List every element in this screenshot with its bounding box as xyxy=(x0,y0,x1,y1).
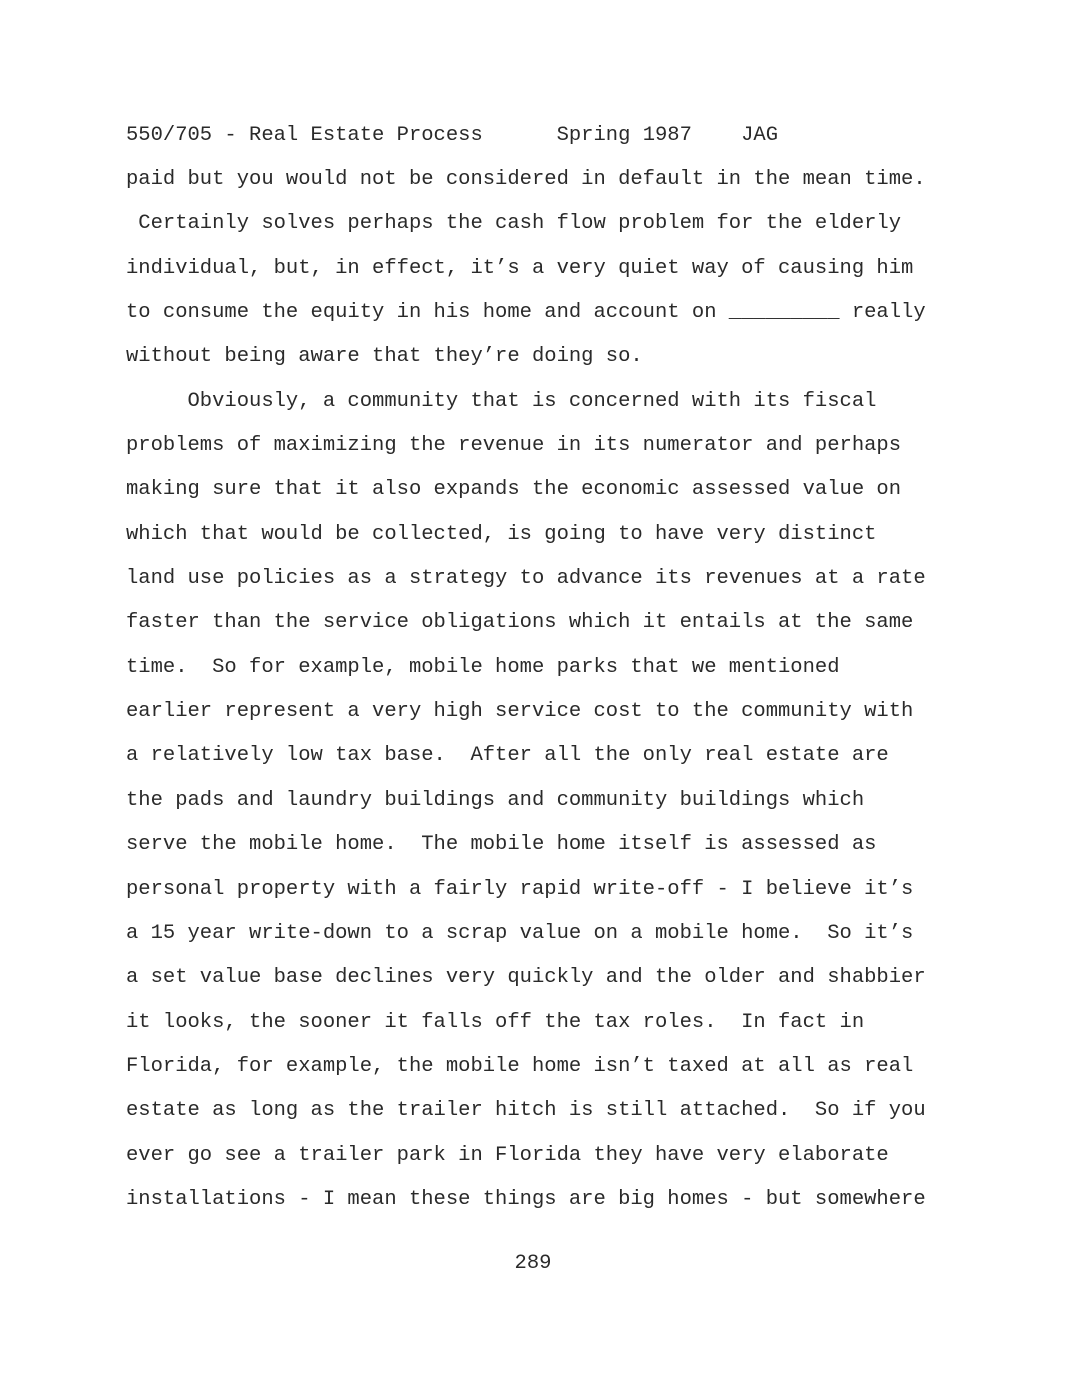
text-line: paid but you would not be considered in default in the mean time. xyxy=(126,168,926,191)
text-line: a set value base declines very quickly and the older and shabbier xyxy=(126,966,926,990)
text-line: serve the mobile home. The mobile home itself is assessed as xyxy=(126,833,877,857)
text-line: making sure that it also expands the economic assessed value on xyxy=(126,478,902,502)
text-line: which that would be collected, is going to have very distinct xyxy=(126,522,877,546)
text-line: problems of maximizing the revenue in its numerator and perhaps xyxy=(126,434,902,458)
text-line: a relatively low tax base. After all the only real estate are xyxy=(126,744,889,768)
text-line: the pads and laundry buildings and community buildings which xyxy=(126,788,865,812)
page-number: 289 xyxy=(514,1252,552,1275)
text-line: individual, but, in effect, it’s a very quiet way of causing him xyxy=(126,256,914,280)
text-line: without being aware that they’re doing so. xyxy=(126,345,643,369)
text-line: to consume the equity in his home and account on _________ really xyxy=(126,301,926,325)
text-line: Florida, for example, the mobile home isn’t taxed at all as real xyxy=(126,1054,914,1078)
text-line: installations - I mean these things are big homes - but somewhere xyxy=(126,1187,926,1211)
text-line: time. So for example, mobile home parks that we mentioned xyxy=(126,655,840,679)
text-line: earlier represent a very high service cost to the community with xyxy=(126,700,914,724)
text-line: ever go see a trailer park in Florida they have very elaborate xyxy=(126,1143,889,1167)
transcript-body xyxy=(126,168,956,1232)
text-line: estate as long as the trailer hitch is still attached. So if you xyxy=(126,1099,926,1123)
author-initials: JAG xyxy=(741,124,779,147)
text-line: faster than the service obligations which it entails at the same xyxy=(126,611,914,635)
course-title: 550/705 - Real Estate Process xyxy=(126,124,483,147)
running-header xyxy=(126,124,778,148)
text-line: a 15 year write-down to a scrap value on a mobile home. So it’s xyxy=(126,921,914,945)
text-line: it looks, the sooner it falls off the tax roles. In fact in xyxy=(126,1010,865,1034)
text-line: land use policies as a strategy to advance its revenues at a rate xyxy=(126,567,926,591)
term: Spring 1987 xyxy=(556,124,692,147)
text-line: Obviously, a community that is concerned with its fiscal xyxy=(126,389,877,413)
text-line: personal property with a fairly rapid write-off - I believe it’s xyxy=(126,877,914,901)
text-line: Certainly solves perhaps the cash flow problem for the elderly xyxy=(126,212,902,236)
